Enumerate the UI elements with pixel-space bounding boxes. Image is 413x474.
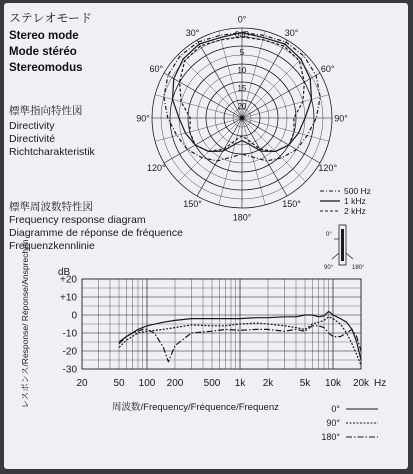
polar-angle-label: 0°	[237, 14, 247, 25]
frequency-y-tick-label: +10	[60, 292, 77, 304]
frequency-x-tick-label: 1k	[234, 378, 246, 389]
frequency-x-tick-label: 50	[113, 378, 125, 389]
polar-spoke	[239, 40, 287, 118]
polar-spoke	[242, 54, 306, 118]
frequency-x-tick-label: 200	[166, 378, 184, 389]
mic-label-180: 180°	[352, 265, 365, 271]
directivity-title-fr: Directivité	[9, 133, 56, 145]
polar-spoke	[242, 73, 320, 118]
polar-spoke	[242, 118, 287, 196]
polar-legend	[320, 186, 371, 216]
spec-sheet-graphics	[4, 3, 408, 469]
polar-angle-label: 30°	[185, 27, 200, 38]
legend-label-500hz: 500 Hz	[344, 186, 371, 196]
mic-orientation-diagram	[324, 225, 365, 271]
polar-spoke	[242, 118, 265, 205]
spec-sheet	[4, 3, 408, 469]
polar-spoke	[178, 54, 242, 118]
frequency-x-tick-label: 500	[203, 378, 221, 389]
frequency-legend-label: 90°	[326, 418, 340, 428]
polar-angle-label: 60°	[149, 64, 164, 74]
frequency-x-tick-label: 10k	[324, 378, 342, 389]
legend-label-1khz: 1 kHz	[344, 196, 366, 206]
frequency-x-tick-label: 2k	[262, 378, 274, 389]
polar-center	[240, 116, 244, 120]
frequency-title-ja: 標準周波数特性図	[9, 201, 93, 213]
polar-spoke	[164, 118, 242, 163]
frequency-x-axis-label: 周波数/Frequency/Fréquence/Frequenz	[112, 402, 279, 413]
polar-spoke	[242, 118, 320, 163]
polar-angle-label: 120°	[318, 163, 338, 173]
polar-spoke	[242, 95, 329, 118]
mic-label-0: 0°	[326, 232, 332, 238]
polar-angle-label: 60°	[320, 64, 335, 74]
frequency-legend	[321, 404, 378, 442]
polar-spoke	[155, 95, 242, 118]
mode-title-ja: ステレオモード	[9, 11, 93, 25]
frequency-legend-label: 0°	[331, 404, 340, 414]
mode-title-en: Stereo mode	[9, 30, 79, 42]
mic-capsule-icon	[341, 229, 344, 261]
polar-spoke	[164, 73, 242, 118]
frequency-x-tick-label: 20k	[352, 378, 370, 389]
directivity-title-en: Directivity	[9, 120, 55, 132]
frequency-title-fr: Diagramme de réponse de fréquence	[9, 227, 183, 239]
mode-title-fr: Mode stéréo	[9, 46, 77, 58]
polar-spoke	[178, 118, 242, 182]
legend-label-2khz: 2 kHz	[344, 206, 366, 216]
polar-angle-label: 30°	[284, 27, 299, 38]
polar-radial-label: 10	[237, 66, 247, 75]
polar-radial-label: 0dB	[234, 30, 250, 39]
mode-title-de: Stereomodus	[9, 62, 83, 74]
polar-radial-label: 20	[237, 102, 247, 111]
directivity-title-de: Richtcharakteristik	[9, 146, 95, 158]
frequency-y-tick-label: 0	[71, 310, 77, 322]
frequency-legend-label: 180°	[321, 432, 340, 442]
polar-spoke	[197, 40, 242, 118]
frequency-y-axis-label: レスポンス/Response/ Réponse/Ansprechen	[20, 239, 30, 409]
polar-spoke	[242, 118, 329, 141]
polar-spoke	[155, 118, 242, 141]
polar-radial-label: 5	[239, 48, 245, 57]
frequency-y-tick-label: -20	[62, 346, 77, 358]
frequency-grid	[82, 279, 361, 369]
frequency-x-unit: Hz	[374, 378, 387, 389]
polar-spoke	[197, 118, 242, 196]
polar-angle-label: 90°	[334, 113, 348, 124]
mic-label-90: 90°	[324, 265, 334, 271]
frequency-title-de: Frequenzkennlinie	[9, 240, 95, 252]
polar-angle-label: 90°	[136, 113, 150, 124]
frequency-y-tick-label: -30	[62, 364, 77, 376]
polar-spoke	[219, 118, 242, 205]
frequency-x-tick-label: 5k	[299, 378, 311, 389]
polar-directivity-chart	[136, 15, 348, 223]
frequency-y-tick-label: +20	[60, 274, 77, 286]
frequency-title-en: Frequency response diagram	[9, 214, 146, 226]
polar-angle-label: 150°	[183, 199, 202, 210]
polar-radial-label: 15	[237, 84, 247, 93]
frequency-y-tick-label: -10	[62, 328, 77, 340]
polar-angle-label: 120°	[146, 163, 166, 173]
frequency-x-tick-label: 100	[138, 378, 156, 389]
polar-angle-label: 150°	[282, 199, 301, 210]
mic-arrow-180-icon	[346, 253, 353, 259]
mic-arrow-90-icon	[332, 253, 339, 259]
directivity-title-ja: 標準指向特性図	[9, 105, 83, 117]
frequency-y-unit: dB	[58, 267, 71, 278]
frequency-x-tick-label: 20	[76, 378, 88, 389]
polar-angle-label: 180°	[232, 212, 252, 223]
